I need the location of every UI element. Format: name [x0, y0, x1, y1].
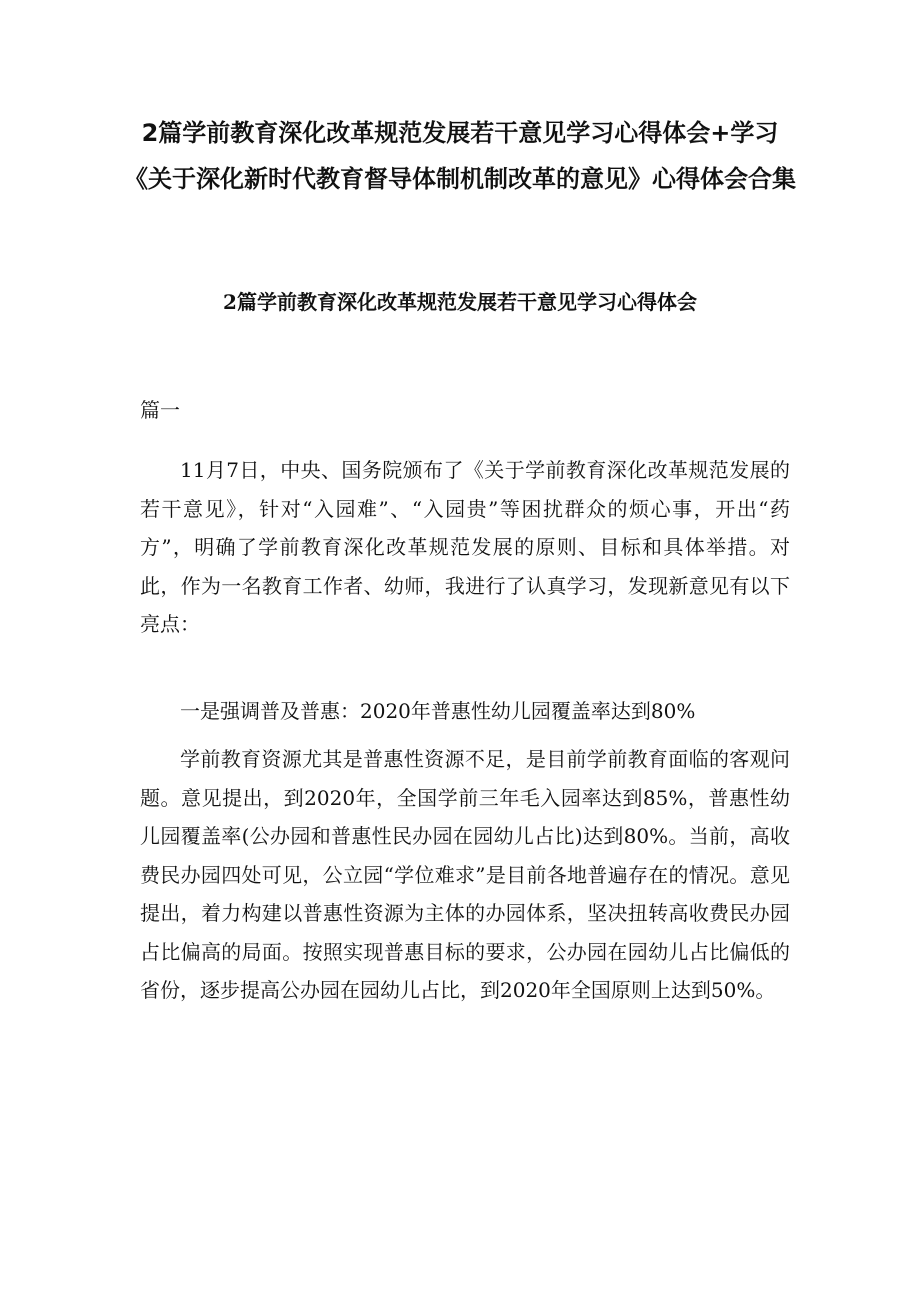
document-title: 2篇学前教育深化改革规范发展若干意见学习心得体会+学习《关于深化新时代教育督导体制机制改革的意见》心得体会合集	[124, 119, 796, 193]
section-label: 篇一	[140, 398, 180, 422]
body-paragraph: 学前教育资源尤其是普惠性资源不足，是目前学前教育面临的客观问题。意见提出，到2020年，全国学前三年毛入园率达到85%，普惠性幼儿园覆盖率(公办园和普惠性民办园在园幼儿占比)达到80%。当前，高收费民办园四处可见，公立园“学位难求”是目前各地普遍存在的情况。意见提出，着力构建以普惠性资源为主体的办园体系，坚决扭转高收费民办园占比偏高的局面。按照实现普惠目标的要求，公办园在园幼儿占比偏低的省份，逐步提高公办园在园幼儿占比，到2020年全国原则上达到50%。	[140, 747, 790, 1002]
body-paragraph: 一是强调普及普惠：2020年普惠性幼儿园覆盖率达到80%	[180, 699, 696, 723]
body-paragraph: 11月7日，中央、国务院颁布了《关于学前教育深化改革规范发展的若干意见》，针对“入园难”、“入园贵”等困扰群众的烦心事，开出“药方”，明确了学前教育深化改革规范发展的原则、目标和具体举措。对此，作为一名教育工作者、幼师，我进行了认真学习，发现新意见有以下亮点：	[140, 458, 790, 636]
document-subtitle: 2篇学前教育深化改革规范发展若干意见学习心得体会	[223, 290, 697, 314]
